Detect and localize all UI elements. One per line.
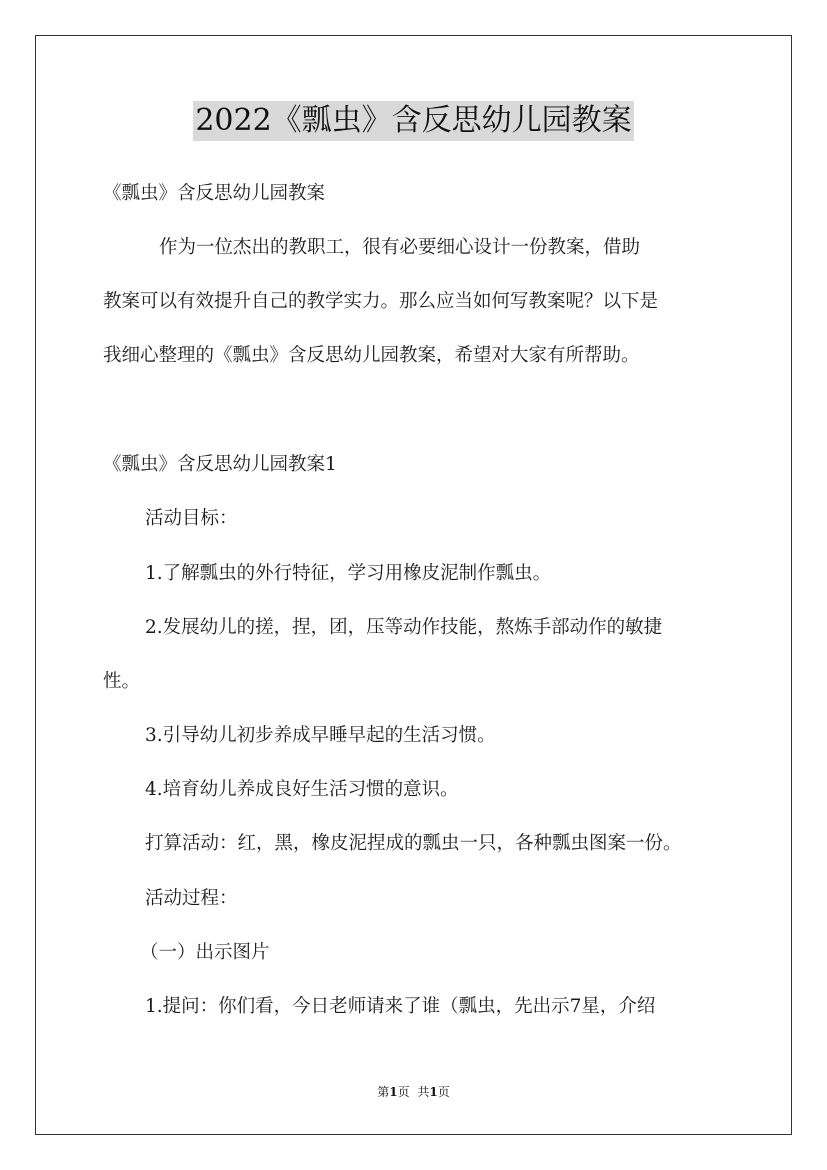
activity-process-heading: 活动过程： — [145, 888, 238, 909]
paragraph-line: 教案可以有效提升自己的教学实力。那么应当如何写教案呢？以下是 — [103, 291, 659, 312]
title-container — [0, 101, 827, 141]
goal-item: 1.了解瓢虫的外行特征，学习用橡皮泥制作瓢虫。 — [145, 563, 552, 584]
footer-total-prefix: 共 — [417, 1085, 430, 1099]
process-step-heading: （一）出示图片 — [140, 942, 270, 963]
paragraph-line: 我细心整理的《瓢虫》含反思幼儿园教案，希望对大家有所帮助。 — [103, 345, 640, 366]
preparation-line: 打算活动：红，黑，橡皮泥捏成的瓢虫一只，各种瓢虫图案一份。 — [145, 833, 682, 854]
goal-item-continuation: 性。 — [103, 671, 141, 692]
footer-total-number: 1 — [429, 1085, 438, 1099]
activity-goals-heading: 活动目标： — [145, 508, 238, 529]
footer-page-number: 1 — [389, 1085, 398, 1099]
footer-total-suffix: 页 — [437, 1085, 450, 1099]
section-heading-intro: 《瓢虫》含反思幼儿园教案 — [103, 183, 326, 204]
page-footer — [0, 1084, 827, 1100]
footer-page-prefix: 第 — [377, 1085, 390, 1099]
section-heading-plan-1: 《瓢虫》含反思幼儿园教案1 — [103, 454, 337, 475]
paragraph-line: 作为一位杰出的教职工，很有必要细心设计一份教案，借助 — [159, 237, 641, 258]
goal-item: 4.培育幼儿养成良好生活习惯的意识。 — [145, 779, 459, 800]
goal-item: 2.发展幼儿的搓，捏，团，压等动作技能，熬炼手部动作的敏捷 — [145, 617, 663, 638]
document-title: 2022《瓢虫》含反思幼儿园教案 — [193, 101, 633, 141]
goal-item: 3.引导幼儿初步养成早睡早起的生活习惯。 — [145, 725, 496, 746]
footer-page-suffix: 页 — [397, 1085, 410, 1099]
process-step-item: 1.提问：你们看，今日老师请来了谁（瓢虫，先出示7星，介绍 — [145, 996, 656, 1017]
